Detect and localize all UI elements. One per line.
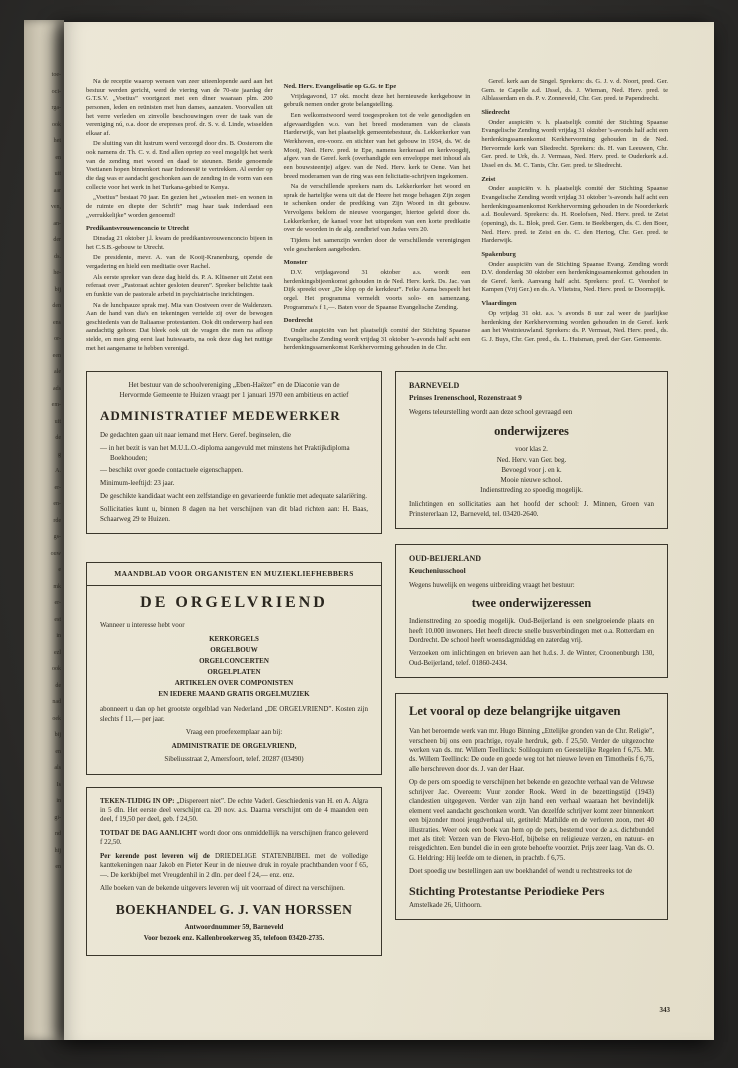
text-fragment: bij [54, 286, 61, 293]
ad-condition: Ned. Herv. van Ger. beg. [496, 455, 567, 464]
ad-paragraph: Van het beroemde werk van mr. Hugo Binning „Ettelijke gronden van de Chr. Religie”, verscheen bij ons een prachtige, royale herdruk, geb. f 25,50. Verder de uitgezochte werken van ds. mr. Willem Teellinck: Soliloquium en Geestelijke Regelen f 6,75. Mr. ds. Willem Teellinck: De oude en goede weg tot het nieuwe leven en Timotheüs f 6,75, alle herschreven door ds. J. van der Haar. [409, 727, 654, 773]
article-paragraph: „Voetius” bestaat 70 jaar. En gezien het „wisselen met- en wonen in de ruimte en diepte der Schrift” mag haar taak inderdaad een „verrukkelijke” worden genoemd! [86, 194, 273, 219]
magazine-page [64, 22, 714, 1040]
text-fragment: or- [54, 336, 61, 342]
ad-paragraph-text: wordt door ons onmiddellijk na verschijnen franco geleverd f 22,50. [100, 828, 368, 847]
text-fragment: de [55, 435, 61, 441]
ad-footer: Verzoeken om inlichtingen en brieven aan het h.d.s. J. de Winter, Croonenburgh 130, Oud-Beijerland, telef. 01860-2434. [409, 649, 654, 667]
ad-conditions-list [409, 444, 654, 495]
ad-body: De geschikte kandidaat wacht een zelfstandige en gevarieerde funktie met adequate salariëring. [100, 491, 368, 500]
article-paragraph: Onder auspiciën van het plaatselijk comité der Stichting Spaanse Evangelische Zending wordt vrijdag 31 oktober 's-avonds half acht een herdenkingssamenkomst Kerkhervorming gehouden in de Chr. [283, 327, 471, 352]
page-number: 343 [659, 1006, 670, 1014]
ad-city: BARNEVELD [409, 381, 460, 391]
text-fragment: bij [54, 732, 61, 738]
article-heading: Predikantsvrouwenconcio te Utrecht [86, 225, 189, 233]
text-fragment: mk [53, 583, 61, 590]
ads-left-column [86, 371, 382, 955]
text-fragment: est [54, 616, 61, 623]
ad-paragraph-lead: TEKEN-TIJDIG IN OP: [100, 796, 175, 805]
text-fragment: nad [52, 699, 61, 705]
text-fragment: ezl [54, 649, 61, 656]
article-block [86, 274, 273, 300]
text-fragment: uit [54, 171, 61, 177]
text-fragment: ouw [50, 550, 61, 557]
ad-de-orgelvriend [86, 562, 382, 774]
article-block [86, 78, 273, 138]
text-fragment: er- [54, 600, 61, 606]
article-block [481, 109, 668, 171]
ad-body: abonneert u dan op het grootste orgelblad van Nederland „DE ORGELVRIEND”. Kosten zijn slechts f 11,— per jaar. [100, 705, 368, 723]
text-fragment: ook [52, 121, 61, 128]
text-fragment: gi- [54, 814, 61, 821]
text-fragment: er- [54, 484, 61, 491]
article-paragraph: Na de receptie waarop wensen van zeer uiteenlopende aard aan het bestuur werden gericht, werd de viering van de 70-ste jaardag der G.T.S.V. „Voetius” voortgezet met een diner waaraan plm. 200 personen, leden en reünisten met hun dames, aanzaten. Voorvallen uit het verre verleden en zinvolle beschouwingen over de taak van de vereniging nú, o.a. door de erepreses prof. dr. S. v. d. Linde, wisselden elkaar af. [86, 78, 273, 137]
article-heading: Spakenburg [481, 250, 516, 258]
article-block [284, 183, 471, 235]
ad-body: De gedachten gaan uit naar iemand met Herv. Geref. beginselen, die [100, 430, 291, 439]
article-paragraph: Onder auspiciën v. h. plaatselijk comité der Stichting Spaanse Evangelische Zending wordt vrijdag 31 oktober 's-avonds half acht een herdenkingssamenkomst Kerkhervorming gehouden in de Ned. Hervormde kerk van Sliedrecht. Sprekers: ds. H. van Leeuwen, Chr. Ger. pred. te Urk, ds. J. Vermaas, Ned. Herv. pred. te Ouderkerk a.d. IJssel en ds. M. C. Tanis, Chr. Ger. pred. te Sliedrecht. [481, 118, 669, 169]
article-heading: Sliedrecht [481, 108, 510, 116]
article-block [86, 140, 273, 192]
text-fragment: ads [53, 385, 61, 392]
ad-oud-beijerland-onderwijzeressen [395, 544, 668, 678]
text-fragment: rde [53, 517, 61, 524]
ad-body: Minimum-leeftijd: 23 jaar. [100, 478, 175, 487]
ad-vacancy-title: onderwijzeres [494, 423, 569, 438]
text-fragment: gs- [53, 534, 61, 540]
article-block [284, 259, 471, 312]
article-block [86, 194, 273, 220]
text-fragment: het [53, 138, 61, 144]
article-paragraph: De presidente, mevr. A. van de Kooij-Kranenburg, opende de vergadering en hield een meditatie over Rachel. [86, 254, 273, 270]
article-paragraph: Geref. kerk aan de Singel. Sprekers: ds. G. J. v. d. Noort, pred. Ger. Gem. te Capelle a.d. IJssel, ds. J. Wieman, Ned. Herv. pred. te Alblasserdam en ds. P. v. Zonneveld, Chr. Ger. pred. te Papendrecht. [481, 78, 669, 103]
article-paragraph: D.V. vrijdagavond 31 oktober a.s. wordt een herdenkingsbijeenkomst gehouden in de Ned. Herv. kerk. Ds. Jac. van Dijk spreekt over „De klop op de kerkdeur”. Feike Asma bespeelt het orgel. Het programma vermeldt voorts solo- en samenzang. Programma's f 1,—. Baten voor de Spaanse Evangelische Zending. [283, 269, 471, 311]
ad-vacancy-title: twee onderwijzeressen [471, 596, 592, 611]
text-fragment: he- [53, 270, 61, 276]
ad-paragraph [100, 852, 368, 880]
article-block [86, 225, 273, 252]
ad-paragraph: Op de pers om spoedig te verschijnen het bekende en gezochte verhaal van de Veluwse schrijver Jac. Overeem: Vuur zonder Rook. Werd in de bezettingstijd (1943) clandestien uitgegeven. Verder van zijn hand een verhaal waaraan het bevindelijk element veel aandacht geschonken wordt. Van dezelfde schrijver komt zeer binnenkort een bijzonder mooi jeugdverhaal uit, getiteld: Mathilde en de verloren zoon, met 40 illustraties. Weer ook een boek van hem op de pers, bestemd voor de a.s. dichtbundel met als titel: Verzen van de Flevo-Hof, bijbelse en religieuze verzen, en natuur- en reisgedichten. Een bundel die in een grote behoefte voorziet. Prijs zeer laag. Van ds. O. G. Heldring: Hij leefde om te dienen, in prachtb. f 6,75. [409, 778, 654, 862]
text-fragment: de [55, 682, 61, 689]
text-fragment: Is [56, 781, 61, 788]
ad-address: Sibeliusstraat 2, Amersfoort, telef. 20287 (03490) [164, 755, 304, 764]
article-paragraph: Als eerste spreker van deze dag hield ds. P. A. Klüsener uit Zeist een referaat over „Pastoraat achter gesloten deuren”. Spreker belichtte taak en funktie van de pastorale arbeid in psychiatrische inrichtingen. [86, 273, 273, 298]
text-fragment: an- [53, 220, 61, 227]
ad-intro: Wegens huwelijk en wegens uitbreiding vraagt het bestuur: [409, 580, 575, 589]
ad-requirement: — in het bezit is van het M.U.L.O.-diploma aangevuld met minstens het Praktijkdiploma Boekhouden; [100, 444, 350, 462]
text-fragment: ven, [50, 204, 61, 210]
article-heading: Ned. Herv. Evangelisatie op G.G. te Epe [283, 83, 397, 90]
article-block [481, 300, 668, 344]
ads-right-column [395, 371, 668, 920]
text-fragment: ens [53, 319, 61, 326]
advertisements-section [86, 371, 668, 955]
ad-visit-info: Voor bezoek enz. Kallenbroekerweg 35, telefoon 03420-2735. [143, 934, 325, 943]
ad-paragraphs [100, 797, 368, 894]
text-fragment: ds. [54, 253, 61, 260]
ad-condition: Bevoegd voor j. en k. [501, 465, 562, 474]
text-fragment: en [55, 154, 61, 161]
news-column-2 [284, 78, 471, 355]
ad-condition: Mooie nieuwe school. [500, 475, 563, 484]
text-fragment: en- [53, 501, 61, 507]
ad-topics-list [100, 634, 368, 699]
news-column-3 [481, 78, 668, 355]
ad-kicker: MAANDBLAD VOOR ORGANISTEN EN MUZIEKLIEFHEBBERS [87, 563, 381, 586]
ad-city: OUD-BEIJERLAND [409, 554, 482, 564]
ad-title: DE ORGELVRIEND [140, 594, 328, 612]
ad-topic: EN IEDERE MAAND GRATIS ORGELMUZIEK [158, 689, 310, 698]
ad-publisher-name: Stichting Protestantse Periodieke Pers [409, 883, 605, 898]
text-fragment: den [52, 303, 61, 309]
article-paragraph: Een welkomstwoord werd toegesproken tot de vele genodigden en afgevaardigden w.o. van het breed moderamen van de classis Harderwijk, van het plaatselijk gemeentebestuur, ds. Lekkerkerker van Werkhoven, ere-voorz. en stichter van het gebouw in 1934, ds. W. de Mooij, Ned. Herv. pred. te Epe, namens kerkeraad en kerkvoogdij, afgev. van de Geref. kerk (overhandigde een enveloppe met inhoud als een bouwsteentje) afgev. van de Ned. Herv. kerk te Oene. Van het breed moderamen van de ring was een felicitatie-schrijven ingekomen. [283, 112, 471, 180]
text-fragment: oek [52, 715, 61, 722]
ad-paragraph-text: DRIEDELIGE STATENBIJBEL met de volledige kanttekeningen naar Jakob en Pieter Keur in de nieuwe druk in royale prachtbanden voor f 65,—. De kerkbijbel met Vreugdenhil in 2 dln. per deel f 24,— enz. enz. [100, 851, 369, 879]
ad-topic: ORGELBOUW [210, 646, 258, 655]
ad-shop-name: BOEKHANDEL G. J. VAN HORSSEN [115, 902, 353, 918]
ad-intro: Wegens teleurstelling wordt aan deze school gevraagd een [409, 408, 573, 417]
text-fragment: der [53, 237, 61, 243]
ad-title: Let vooral op deze belangrijke uitgaven [409, 704, 621, 719]
text-fragment: een [52, 352, 61, 359]
article-paragraph: Vrijdagavond, 17 okt. mocht deze het hernieuwde kerkgebouw in gebruik nemen onder grote belangstelling. [283, 92, 471, 109]
article-block [284, 112, 471, 181]
text-fragment: A. [55, 468, 61, 474]
ad-paragraph-lead: Per kerende post leveren wij de [100, 851, 210, 860]
ad-paragraph: Doet spoedig uw bestellingen aan uw boekhandel of wendt u rechtstreeks tot de [409, 867, 633, 876]
article-heading: Zeist [481, 175, 496, 183]
ad-paragraph-lead: TOTDAT DE DAG AANLICHT [100, 828, 198, 837]
article-paragraph: Onder auspiciën van de Stichting Spaanse Evang. Zending wordt D.V. donderdag 30 oktober een herdenkingssamenkomst gehouden in de Geref. kerk. Aanvang half acht. Sprekers: prof. C. Veenhof te Kampen (Vrij Ger.) en ds. A. Vlietstra, Ned. Herv. pred. te Doornspijk. [481, 260, 669, 294]
ad-body: Indiensttreding zo spoedig mogelijk. Oud-Beijerland is een snelgroeiende plaats en heeft 10.000 inwoners. Het heeft directe snelle busverbindingen met o.a. Rotterdam en Dordrecht. De school heeft woensdagmiddag en zaterdag vrij. [409, 617, 654, 644]
text-fragment: uit [54, 418, 61, 425]
article-heading: Dordrecht [283, 317, 313, 325]
text-fragment: ook [52, 666, 61, 672]
text-fragment: in [56, 633, 61, 639]
article-paragraph: Onder auspiciën v. h. plaatselijk comité der Stichting Spaanse Evangelische Zending wordt vrijdag 31 oktober 's-avonds half acht een herdenkingssamenkomst Kerkhervorming gehouden in de Noorderkerk a.d. Boulevard. Sprekers: ds. H. Roelofsen, Ned. Herv. pred. te Zeist (opening), ds. L. Blok, pred. Ger. Gem. te Beekbergen, ds. C. den Boer, Ned. Herv. pred. te Zeist en ds. C. den Hertog, Chr. Ger. pred. te Harderwijk. [481, 185, 669, 245]
ad-footer: Inlichtingen en sollicitaties aan het hoofd der school: J. Minnen, Groen van Prinstererlaan 12, Barneveld, tel. 03420-2640. [409, 500, 654, 518]
ad-address: Antwoordnummer 59, Barneveld [184, 922, 284, 931]
ad-intro: Het bestuur van de schoolvereniging „Eben-Haëzer” en de Diaconie van de Hervormde Gemeente te Huizen vraagt per 1 januari 1970 een ambitieus en actief [119, 381, 349, 399]
ad-cta: Vraag een proefexemplaar aan bij: [185, 728, 283, 737]
ad-requirement: — beschikt over goede contactuele eigenschappen. [100, 466, 244, 475]
ad-paragraph [100, 829, 368, 848]
article-paragraph: Op vrijdag 31 okt. a.s. 's avonds 8 uur zal weer de jaarlijkse herdenking der Kerkhervorming worden gehouden in de Geref. kerk aan het Westnieuwland. Sprekers: ds. P. Vermaat, Ned. Herv. pred., ds. G. J. Buys, Chr. Ger. pred., ds. L. Huisman, pred. der Ger. Gemeente. [481, 309, 669, 343]
text-fragment: em- [51, 402, 61, 408]
article-block [481, 78, 668, 104]
text-fragment: nd [55, 831, 61, 837]
text-fragment: als [54, 765, 61, 771]
article-block [481, 176, 668, 246]
text-fragment: e [58, 567, 61, 573]
text-fragment: ale [54, 369, 61, 375]
ad-administratief-medewerker [86, 371, 382, 534]
ad-paragraph [100, 884, 368, 893]
ad-school-name: Prinses Irenenschool, Rozenstraat 9 [409, 393, 522, 403]
text-fragment: g [58, 451, 61, 458]
ad-lead: Wanneer u interesse hebt voor [100, 620, 185, 629]
previous-page-edge [24, 20, 64, 1040]
news-section [86, 78, 668, 355]
ad-boekhandel-van-horssen [86, 787, 382, 956]
news-column-1 [86, 78, 273, 355]
article-block [481, 251, 668, 295]
article-block [86, 254, 273, 271]
ad-vacancy-title: ADMINISTRATIEF MEDEWERKER [100, 408, 341, 424]
article-block [284, 237, 471, 254]
ad-condition: Indiensttreding zo spoedig mogelijk. [480, 486, 583, 494]
ad-paragraph [100, 797, 368, 825]
text-fragment: oci- [51, 88, 61, 95]
article-paragraph: Dinsdag 21 oktober j.l. kwam de predikantsvrouwenconcio bijeen in het C.S.B.-gebouw te Utrecht. [86, 235, 273, 251]
text-fragment: aar [53, 187, 61, 194]
text-fragment: en [55, 864, 61, 870]
article-paragraph: Na de verschillende sprekers nam ds. Lekkerkerker het woord en sprak de hartelijke wens uit dat de Heere het moge behagen Zijn zegen te schenken onder de prediking van Zijn Woord in dit gebouw. Vervolgens beklom de nieuwe voorganger, hiertoe geleid door ds. Lekkerkerker, de kansel voor het uitspreken van een korte predikatie over de woorden in de alg. zendbrief van Judas vers 20. [283, 183, 471, 234]
ad-footer: Sollicitaties kunt u, binnen 8 dagen na het verschijnen van dit blad richten aan: H. Baas, Schaarweg 29 te Huizen. [100, 505, 368, 523]
text-fragment: en [55, 748, 61, 755]
ad-topic: ORGELCONCERTEN [199, 656, 269, 665]
previous-page-text-fragments [51, 72, 61, 870]
ad-condition: voor klas 2. [515, 445, 548, 454]
article-heading: Vlaardingen [481, 300, 517, 308]
text-fragment: in [56, 798, 61, 804]
text-fragment: rga- [51, 105, 61, 111]
article-block [284, 317, 471, 353]
text-fragment: toe- [51, 72, 61, 78]
ad-school-name: Keucheniusschool [409, 565, 466, 575]
ad-paragraph-text: Alle boeken van de bekende uitgevers leveren wij uit voorraad of direct na verschijnen. [100, 884, 345, 893]
article-heading: Monster [283, 259, 308, 267]
ad-barneveld-onderwijzeres [395, 371, 668, 529]
page-content [64, 22, 714, 956]
text-fragment: hij [54, 847, 61, 854]
article-block [86, 302, 273, 354]
article-block [284, 83, 471, 110]
ad-paragraph-text: „Dispereert niet”. De echte Vaderl. Geschiedenis van H. en A. Algra in 5 dln. Het eerste deel verschijnt ca. 20 nov. a.s. Daarna verschijnt om de 4 maanden een deel, f 19,50 per deel, geb. f 24,50. [100, 796, 368, 824]
ad-address: Amstelkade 26, Uithoorn. [409, 900, 482, 909]
article-paragraph: Na de lunchpauze sprak mej. Mia van Oostveen over de Waldenzen. Aan de hand van dia's en tekeningen vertelde zij over de bewogen geschiedenis van de Italiaanse protestanten. Ook dit onderwerp had een aandachtig gehoor. Dat bleek ook uit de vragen die men na afloop stelde, en men ging eerst laat huiswaarts, na ook deze dag het nuttige met het aangename te hebben verenigd. [86, 301, 273, 352]
ad-admin-name: ADMINISTRATIE DE ORGELVRIEND, [171, 741, 297, 750]
article-paragraph: Tijdens het samenzijn werden door de verschillende verenigingen vele geschenken aangeboden. [283, 237, 471, 253]
ad-topic: ORGELPLATEN [207, 667, 261, 676]
ad-belangrijke-uitgaven [395, 693, 668, 920]
ad-topic: ARTIKELEN OVER COMPONISTEN [174, 678, 294, 687]
article-paragraph: De sluiting van dit lustrum werd verzorgd door drs. B. Oosterom die ook namens dr. Th. C. v. d. End allen opriep zo veel mogelijk het werk van de zending met woord en daad te steunen. Beide genoemde Voetianen hopen binnenkort naar Indonesië te vertrekken. Al eerder op die dag was er aandacht geschonken aan de zending in de vorm van een collecte voor het werk in het Turkana-gebied te Kenya. [86, 140, 273, 191]
ad-topic: KERKORGELS [209, 635, 259, 644]
